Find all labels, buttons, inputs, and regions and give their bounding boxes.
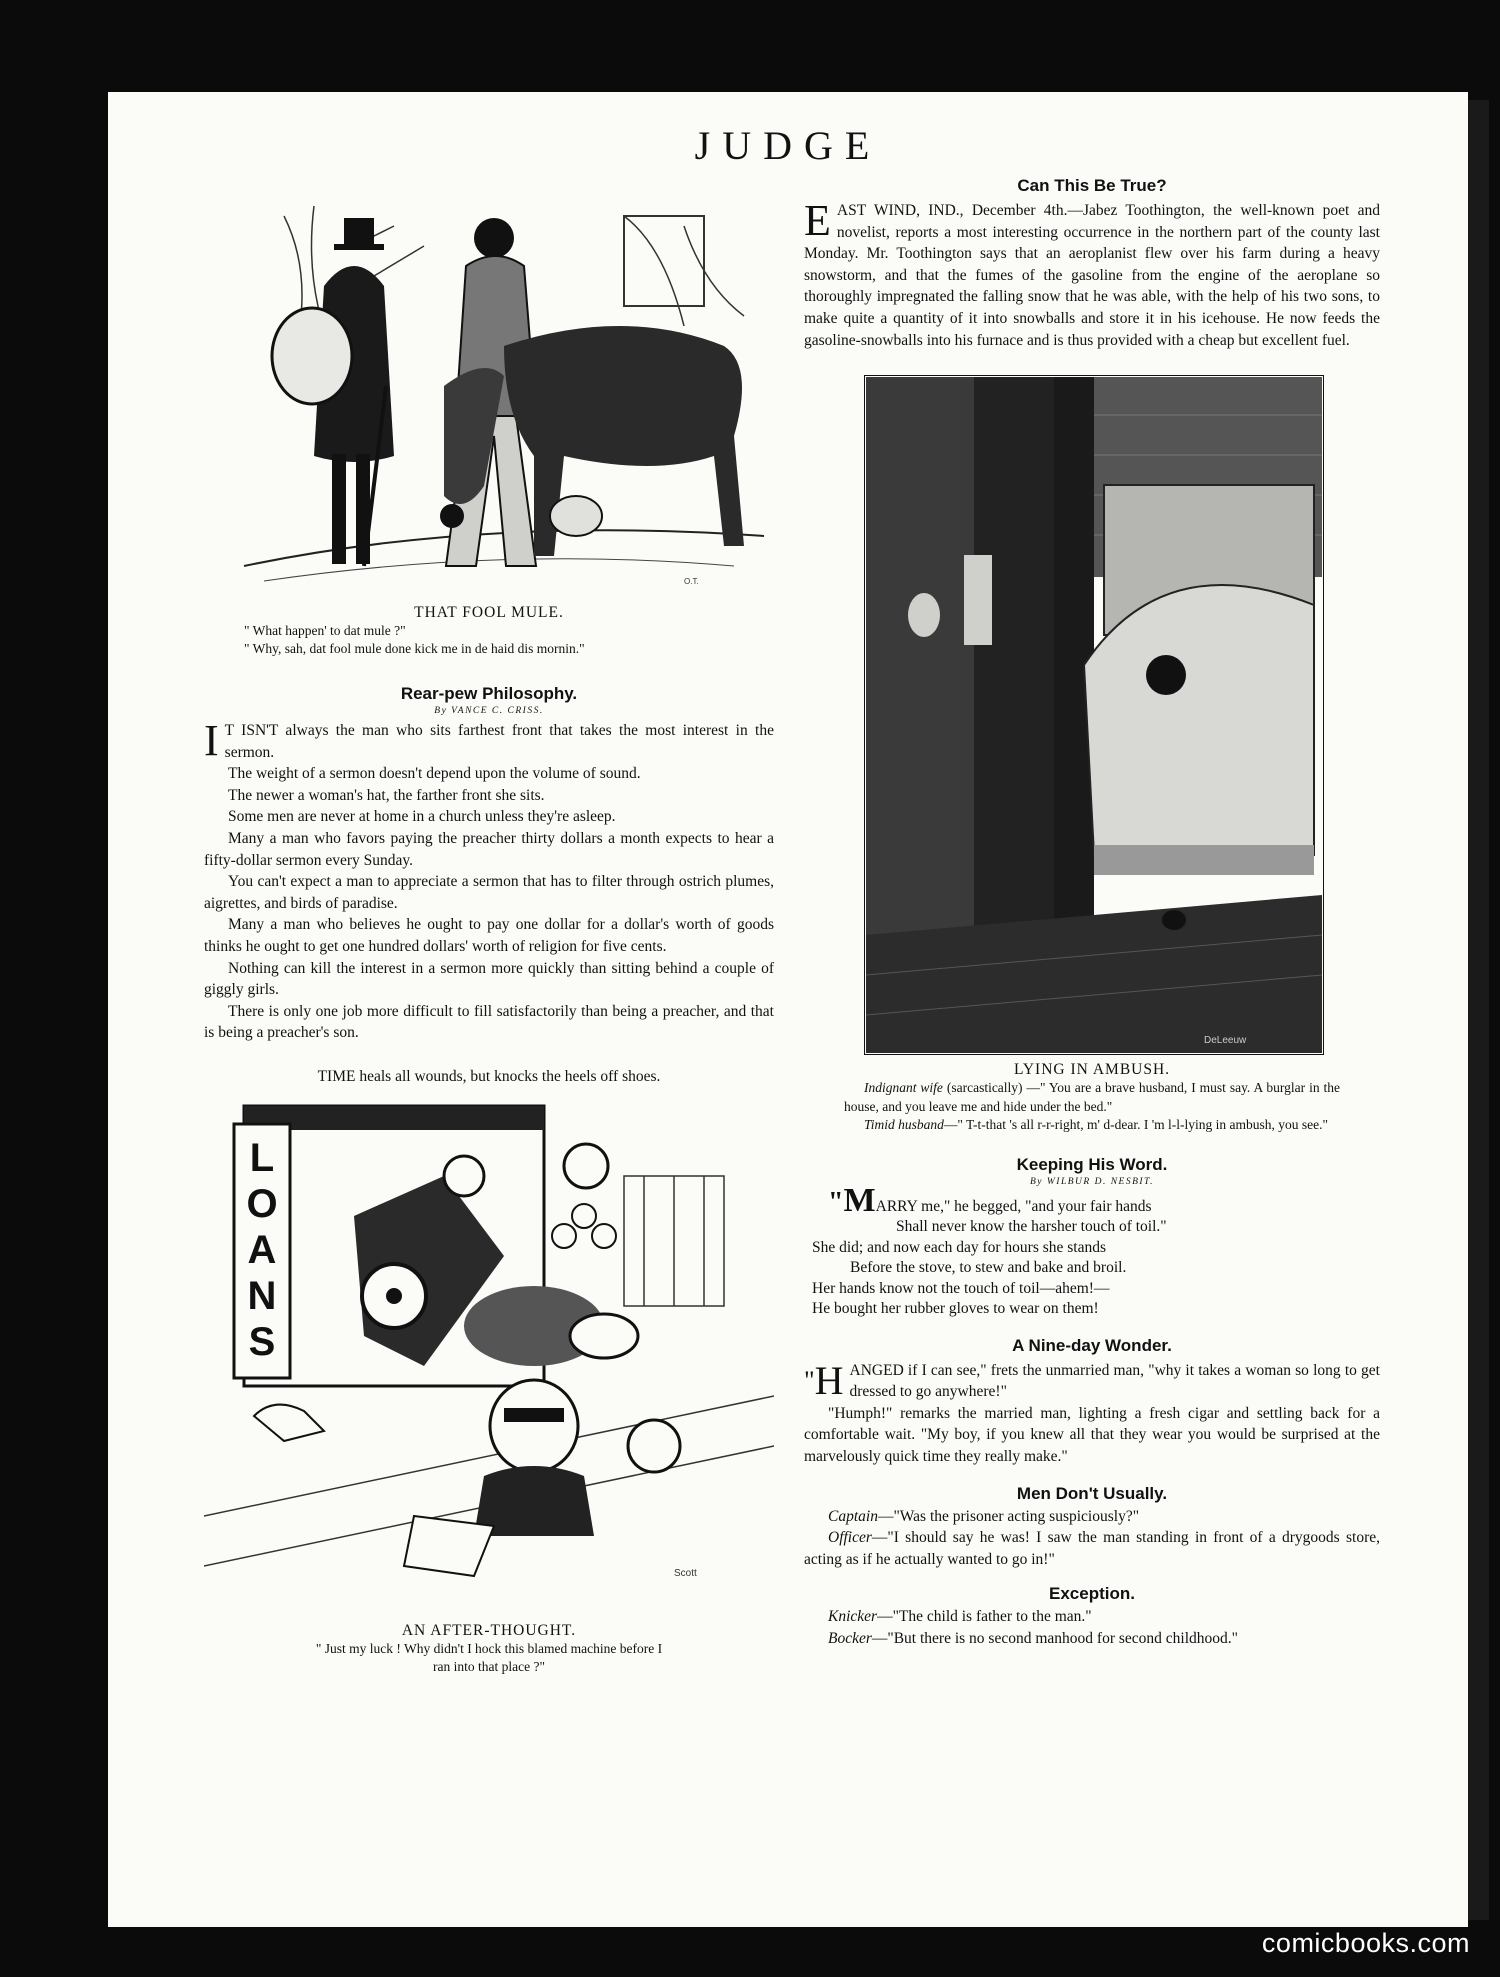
ambush-illustration	[864, 375, 1380, 1055]
verse-line-1: "MARRY me," he begged, "and your fair hands	[828, 1181, 1152, 1219]
rear-pew-paragraph-5: Many a man who favors paying the preacher thirty dollars a month expects to hear a fifty-dollar sermon every Sunday.	[204, 829, 774, 869]
rear-pew-heading: Rear-pew Philosophy.	[400, 684, 578, 703]
nine-day-dropcap: "H	[804, 1357, 844, 1403]
can-this-be-true-heading: Can This Be True?	[1017, 176, 1167, 195]
exception-heading: Exception.	[1049, 1584, 1135, 1604]
loans-caption-line-1: " Just my luck ! Why didn't I hock this blamed machine before I	[315, 1640, 663, 1656]
mule-caption-line-2: " Why, sah, dat fool mule done kick me in de haid dis mornin."	[244, 641, 585, 656]
nine-day-paragraph-2: "Humph!" remarks the married man, lighting a fresh cigar and settling back for a comfortable wait. "My boy, if you knew all that they wear you would be surprised at the marvelously quick time they really make."	[804, 1404, 1380, 1466]
verse-line-4: Before the stove, to stew and bake and broil.	[850, 1259, 1127, 1277]
loans-caption-title: AN AFTER-THOUGHT.	[401, 1621, 577, 1639]
mule-caption-line-1: " What happen' to dat mule ?"	[244, 623, 406, 638]
time-quip: TIME heals all wounds, but knocks the heels off shoes.	[317, 1067, 661, 1085]
men-dont-officer-line: Officer—"I should say he was! I saw the man standing in front of a drygoods store, acting as if he actually wanted to go in!"	[804, 1529, 1380, 1568]
magazine-page	[108, 92, 1468, 1927]
ambush-wife-line: Indignant wife (sarcastically) —" You are a brave husband, I must say. A burglar in the house, and you leave me and hide under the bed."	[844, 1080, 1340, 1114]
can-this-dropcap: E	[804, 196, 831, 245]
exception-bocker-line: Bocker—"But there is no second manhood for second childhood."	[828, 1630, 1238, 1647]
nine-day-paragraph-1: "H ANGED if I can see," frets the unmarried man, "why it takes a woman so long to get dressed to go anywhere!"	[804, 1357, 1380, 1403]
mule-caption-title: THAT FOOL MULE.	[414, 604, 564, 621]
right-column	[804, 176, 1380, 1650]
rear-pew-paragraph-4: Some men are never at home in a church unless they're asleep.	[228, 808, 616, 826]
keeping-his-word-heading: Keeping His Word.	[1016, 1154, 1168, 1174]
mule-illustration	[204, 186, 774, 598]
rear-pew-paragraph-3: The newer a woman's hat, the farther front she sits.	[228, 786, 545, 804]
nine-day-wonder-heading: A Nine-day Wonder.	[1012, 1335, 1172, 1355]
men-dont-usually-heading: Men Don't Usually.	[1016, 1483, 1168, 1503]
masthead: JUDGE	[694, 123, 882, 168]
exception-knicker-line: Knicker—"The child is father to the man."	[828, 1608, 1092, 1626]
verse-line-5: Her hands know not the touch of toil—ahem!—	[812, 1279, 1110, 1297]
rear-pew-paragraph-1: I T ISN'T always the man who sits farthest front that takes the most interest in the sermon.	[204, 716, 774, 765]
left-column	[204, 186, 774, 1676]
loans-sign: LOANS	[240, 1135, 284, 1366]
rear-pew-paragraph-9: There is only one job more difficult to fill satisfactorily than being a preacher, and that is being a preacher's son.	[204, 1002, 774, 1042]
source-watermark: comicbooks.com	[1261, 1928, 1470, 1958]
men-dont-captain-line: Captain—"Was the prisoner acting suspiciously?"	[828, 1507, 1140, 1525]
rear-pew-dropcap: I	[204, 716, 219, 765]
rear-pew-byline: By VANCE C. CRISS.	[434, 706, 544, 716]
loans-illustration	[204, 1096, 774, 1616]
svg-text:DeLeeuw: DeLeeuw	[1204, 1035, 1247, 1047]
rear-pew-paragraph-8: Nothing can kill the interest in a sermon more quickly than sitting behind a couple of giggly girls.	[204, 959, 774, 999]
verse-line-6: He bought her rubber gloves to wear on them!	[812, 1300, 1099, 1318]
verse-line-3: She did; and now each day for hours she stands	[812, 1238, 1107, 1256]
loans-caption-line-2: ran into that place ?"	[433, 1658, 545, 1674]
svg-text:Scott: Scott	[674, 1567, 697, 1579]
rear-pew-paragraph-2: The weight of a sermon doesn't depend upon the volume of sound.	[228, 765, 641, 783]
verse-line-2: Shall never know the harsher touch of toil."	[896, 1218, 1167, 1236]
ambush-caption-title: LYING IN AMBUSH.	[1013, 1061, 1171, 1079]
can-this-be-true-text: EAST WIND, IND., December 4th.—Jabez Toothington, the well-known poet and novelist, reports a most interesting occurrence in the northern part of the county last Monday. Mr. Toothington says that an aeroplanist flew over his farm during a heavy snowstorm, and that the fumes of the gasoline from the engine of the aeroplane so thoroughly impregnated the falling snow that he was able, with the help of his two sons, to make quite a quantity of it into snowballs and store it in his icehouse. He now feeds the gasoline-snowballs into his furnace and is thus provided with a cheap but excellent fuel.	[804, 196, 1380, 349]
rear-pew-paragraph-6: You can't expect a man to appreciate a sermon that has to filter through ostrich plumes, aigrettes, and birds of paradise.	[204, 873, 774, 912]
rear-pew-paragraph-7: Many a man who believes he ought to pay one dollar for a dollar's worth of goods thinks he ought to get one hundred dollars' worth of religion for five cents.	[204, 916, 774, 955]
svg-text:O.T.: O.T.	[684, 577, 699, 586]
ambush-husband-line: Timid husband—" T-t-that 's all r-r-right, m' d-dear. I 'm l-l-lying in ambush, you see."	[864, 1117, 1328, 1133]
keeping-byline: By WILBUR D. NESBIT.	[1029, 1176, 1155, 1187]
